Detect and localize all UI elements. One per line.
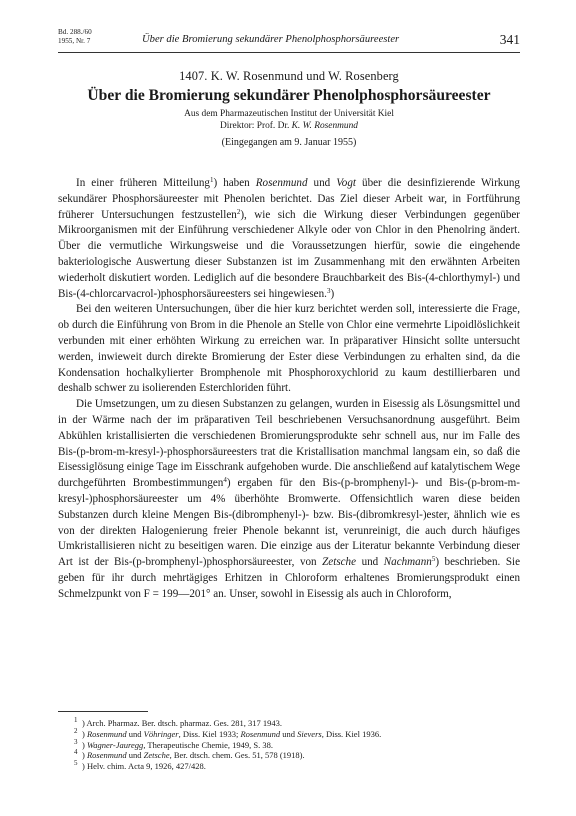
paragraph-2: Bei den weiteren Untersuchungen, über die hier kurz berichtet werden soll, interessierte die Frage, ob durch die Einführung von Brom in die Phenole an Stelle von Chlor eine vermehrte Lipoidlöslichkeit verbunden mit einer erhöhten Wirkung zu erreichen war. In präparativer Hinsicht sollte untersucht werden, inwieweit durch direkte Bromierung der Ester diese Verbindungen zu erhalten sind, da die Kondensation hochalkylierter Bromphenole mit Phosphoroxychlorid zu kaum destillierbaren und deshalb schwer zu isolierenden Esterchloriden führt. <box>58 303 520 395</box>
volume-info: Bd. 288./60 1955, Nr. 7 <box>58 28 92 45</box>
footnotes <box>58 718 520 772</box>
footnote-5: $^5$ ) Helv. chim. Acta 9, 1926, 427/428. <box>74 759 206 772</box>
footnote-rule <box>58 711 148 712</box>
cited-author-zetsche: Zetsche <box>322 556 357 569</box>
institute-line: Aus dem Pharmazeutischen Institut der Universität Kiel <box>184 109 394 119</box>
cited-author-vogt: Vogt <box>336 177 356 189</box>
footnote-3: $^3$ ) Wagner-Jauregg, Therapeutische Chemie, 1949, S. 38. <box>74 737 273 750</box>
cited-author-nachmann: Nachmann <box>383 556 432 569</box>
footnote-2: $^2$ ) Rosenmund und Vöhringer, Diss. Kiel 1933; Rosenmund und Sievers, Diss. Kiel 1936. <box>74 726 382 739</box>
footnote-ref-3[interactable]: 3 <box>326 286 331 295</box>
header-rule <box>58 52 520 53</box>
footnote-1: $^1$ ) Arch. Pharmaz. Ber. dtsch. pharmaz. Ges. 281, 317 1943. <box>74 716 282 728</box>
footnote-ref-2[interactable]: 2 <box>236 207 241 216</box>
article-authors: 1407. K. W. Rosenmund und W. Rosenberg <box>179 69 399 83</box>
running-title: Über die Bromierung sekundärer Phenolphosphorsäureester <box>142 34 400 45</box>
article-heading <box>58 68 520 149</box>
footnote-ref-1[interactable]: 1 <box>209 176 214 184</box>
article-body <box>58 176 520 603</box>
director-name: K. W. Rosenmund <box>291 120 358 131</box>
director-line <box>58 121 520 133</box>
received-date: (Eingegangen am 9. Januar 1955) <box>221 137 357 148</box>
cited-author-rosenmund: Rosenmund <box>255 177 308 189</box>
paragraph-3: Die Umsetzungen, um zu diesen Substanzen zu gelangen, wurden in Eisessig als Lösungsmittel und in der Wärme nach der im präparativen Teil beschriebenen Versuchsanordnung ausgeführt. Beim Abkühlen kristallisierten die verschiedenen Bromierungsprodukte sehr schnell aus, nur im Falle des Bis-(p-brom-m-kresyl-)-phosphorsäureesters trat die Kristallisation manchmal langsam ein, so daß die Eisessiglösung einige Tage im Eisschrank aufgehoben wurde. Die anschließend auf katalytischem Wege durchgeführten Brombestimmungen$^4$) ergaben für den Bis-(p-bromphenyl-)- und Bis-(p-brom-m-kresyl-)phosphorsäureester um 4% überhöhte Bromwerte. Offensichtlich waren diese beiden Substanzen durch kleine Mengen Bis-(dibromphenyl-)- bzw. Bis-(dibromkresyl-)ester, ähnlich wie es von der direkten Halogenierung freier Phenole bekannt ist, verunreinigt, die auch durch häufiges Umkristallisieren nicht zu beseitigen waren. Die einzige aus der Literatur bekannte Verbindung dieser Art ist der Bis-(p-bromphenyl-)phosphorsäureester, von Zetsche und Nachmann$^5$) beschrieben. Sie geben für ihr durch mehrtägiges Erhitzen in Chloroform erhaltenes Bromierungsprodukt einen Schmelzpunkt von F = 199—201° an. Unser, sowohl in Eisessig als auch in Chloroform, <box>58 398 521 600</box>
running-header <box>58 28 520 54</box>
page-number: 341 <box>499 32 520 47</box>
footnote-4: $^4$ ) Rosenmund und Zetsche, Ber. dtsch. chem. Ges. 51, 578 (1918). <box>74 748 305 761</box>
footnote-ref-4[interactable]: 4 <box>223 476 227 485</box>
director-prefix: Direktor: Prof. Dr. <box>220 120 292 131</box>
paragraph-1: In einer früheren Mitteilung$^1$) haben Rosenmund und Vogt über die desinfizierende Wirkung sekundärer Phosphorsäureester mit Phenolen berichtet. Das Ziel dieser Arbeit war, in Fortführung früherer Untersuchungen festzustellen$^2$), wie sich die Wirkung dieser Verbindungen gegenüber Mikroorganismen mit der Einführung verschiedener Alkyle oder von Chlor in den Phenolring ändert. Über die vermutliche Wirkungsweise und die Voraussetzungen hierfür, sowie die eingehende bakteriologische Auswertung dieser Substanzen ist im Zusammenhang mit den erwähnten Arbeiten wiederholt diskutiert worden. Lediglich auf die besondere Brauchbarkeit des Bis-(4-chlorthymyl-) und Bis-(4-chlorcarvacrol-)phosphorsäureesters sei hingewiesen.$^3$) <box>58 176 520 300</box>
footnote-ref-5[interactable]: 5 <box>431 555 436 564</box>
article-title: Über die Bromierung sekundärer Phenolphosphorsäureester <box>87 87 491 104</box>
